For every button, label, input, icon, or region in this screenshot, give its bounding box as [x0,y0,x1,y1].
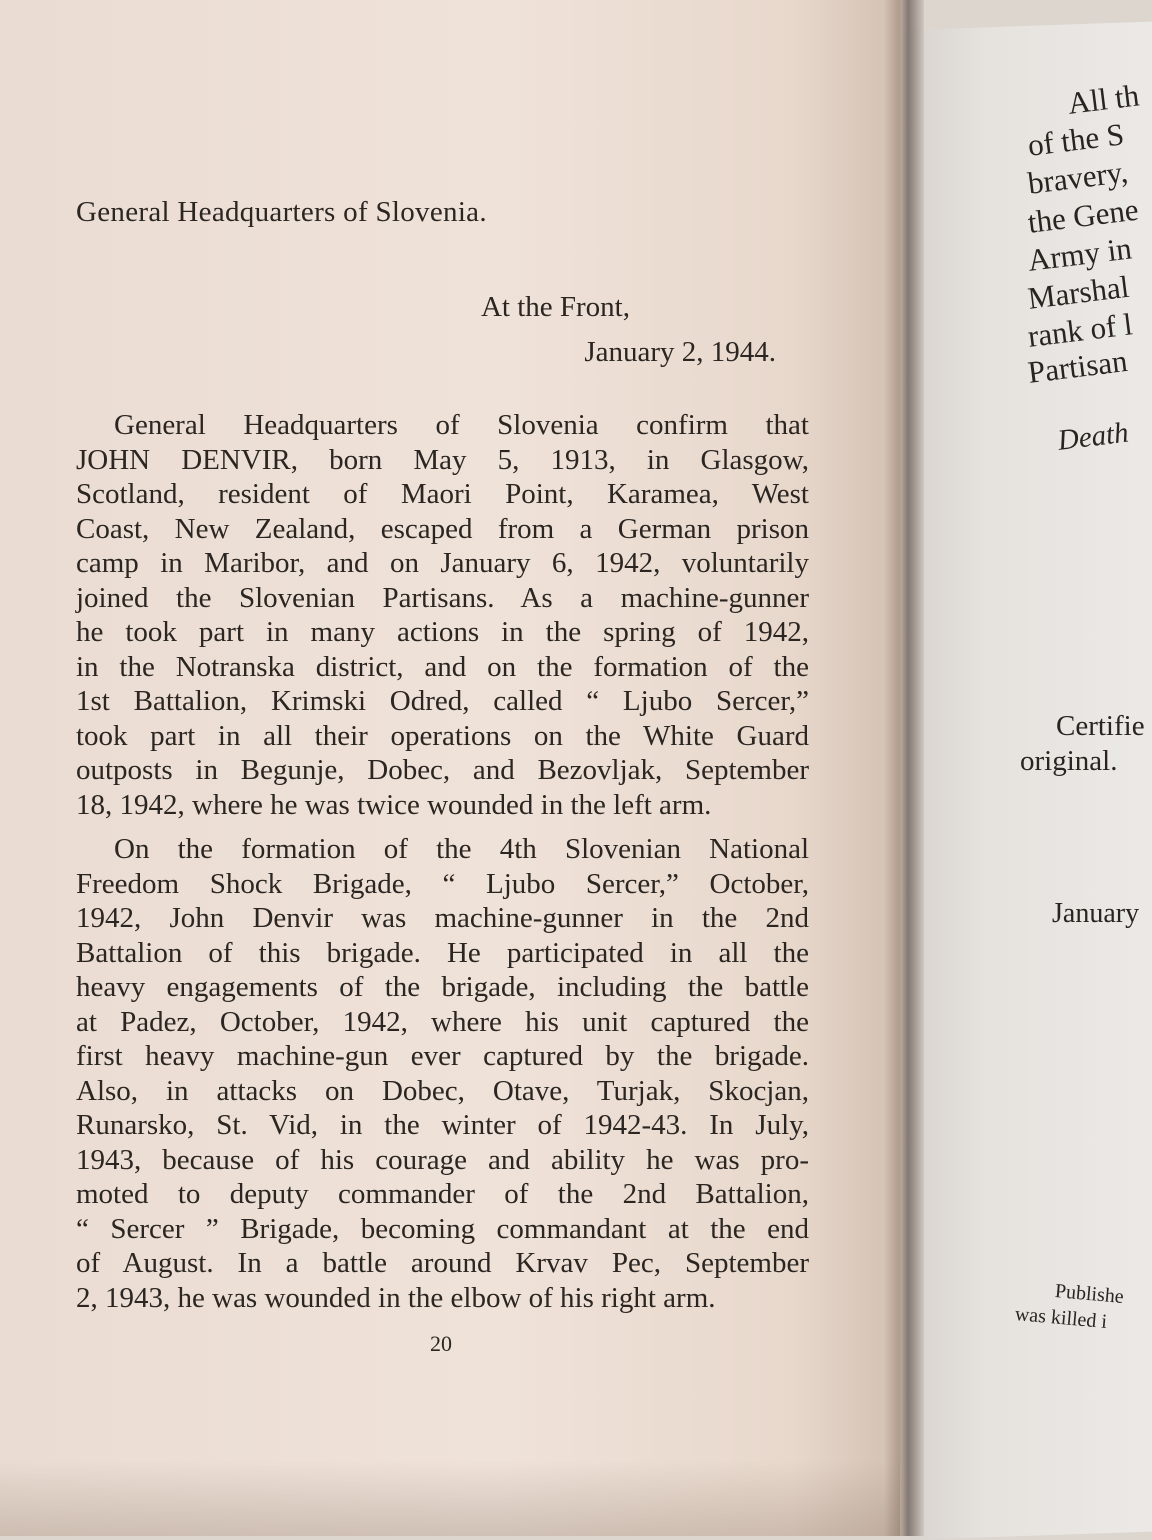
paragraph-1 [76,408,809,822]
right-footnote: was killed i [1014,1303,1108,1333]
document-heading: General Headquarters of Slovenia. [76,196,487,228]
right-line: the Gene [1025,191,1141,240]
text-line: in the Notranska district, and on the formation of the [76,650,809,683]
text-line: Battalion of this brigade. He participated in all the [76,936,809,969]
text-line: 1942, John Denvir was machine-gunner in the 2nd [76,902,809,934]
text-line: joined the Slovenian Partisans. As a machine-gunner [76,581,809,614]
text-line: of August. In a battle around Krvav Pec, September [76,1247,809,1279]
text-line: Also, in attacks on Dobec, Otave, Turjak, Skocjan, [76,1074,809,1107]
text-line: 1st Battalion, Krimski Odred, called “ Ljubo Sercer,” [76,685,809,717]
right-line: All th [1065,77,1142,121]
text-line: outposts in Begunje, Dobec, and Bezovljak, September [76,754,809,786]
text-line: On the formation of the 4th Slovenian National [114,833,809,865]
right-line: rank of l [1025,306,1135,354]
text-line: he took part in many actions in the spring of 1942, [76,616,809,648]
right-january: January [1052,898,1140,929]
text-line: JOHN DENVIR, born May 5, 1913, in Glasgow, [76,443,809,476]
text-line: Scotland, resident of Maori Point, Karamea, West [76,478,809,510]
text-line: at Padez, October, 1942, where his unit captured the [76,1005,809,1038]
text-line: moted to deputy commander of the 2nd Battalion, [76,1178,809,1210]
paragraph-2 [76,832,809,1315]
text-line: Runarsko, St. Vid, in the winter of 1942-43. In July, [76,1109,809,1141]
text-line: Freedom Shock Brigade, “ Ljubo Sercer,” October, [76,867,809,900]
text-line: General Headquarters of Slovenia confirm that [114,409,809,441]
right-certified: Certifie [1056,710,1145,742]
right-line: of the S [1025,116,1126,163]
text-line: camp in Maribor, and on January 6, 1942, voluntarily [76,547,809,579]
dateline-place: At the Front, [480,291,630,323]
page-bottom-shadow [0,1460,900,1536]
text-line: Coast, New Zealand, escaped from a German prison [76,512,809,545]
page-number: 20 [430,1331,452,1356]
right-original: original. [1020,745,1118,777]
text-line: took part in all their operations on the White Guard [76,719,809,752]
text-line: heavy engagements of the brigade, including the battle [76,971,809,1003]
book-gutter [884,0,924,1536]
text-line: first heavy machine-gun ever captured by the brigade. [76,1040,809,1072]
right-line: Marshal [1025,268,1131,316]
text-line: “ Sercer ” Brigade, becoming commandant at the end [76,1212,809,1245]
text-line: 2, 1943, he was wounded in the elbow of his right arm. [76,1281,716,1314]
right-footnote: Publishe [1054,1280,1125,1308]
right-line: Army in [1025,230,1134,278]
right-line: bravery, [1025,153,1130,201]
right-line: Partisan [1025,342,1130,390]
text-line: 1943, because of his courage and ability he was pro- [76,1143,809,1176]
right-death-label: Death [1055,416,1131,457]
dateline-date: January 2, 1944. [584,336,776,368]
text-line: 18, 1942, where he was twice wounded in the left arm. [76,788,712,821]
